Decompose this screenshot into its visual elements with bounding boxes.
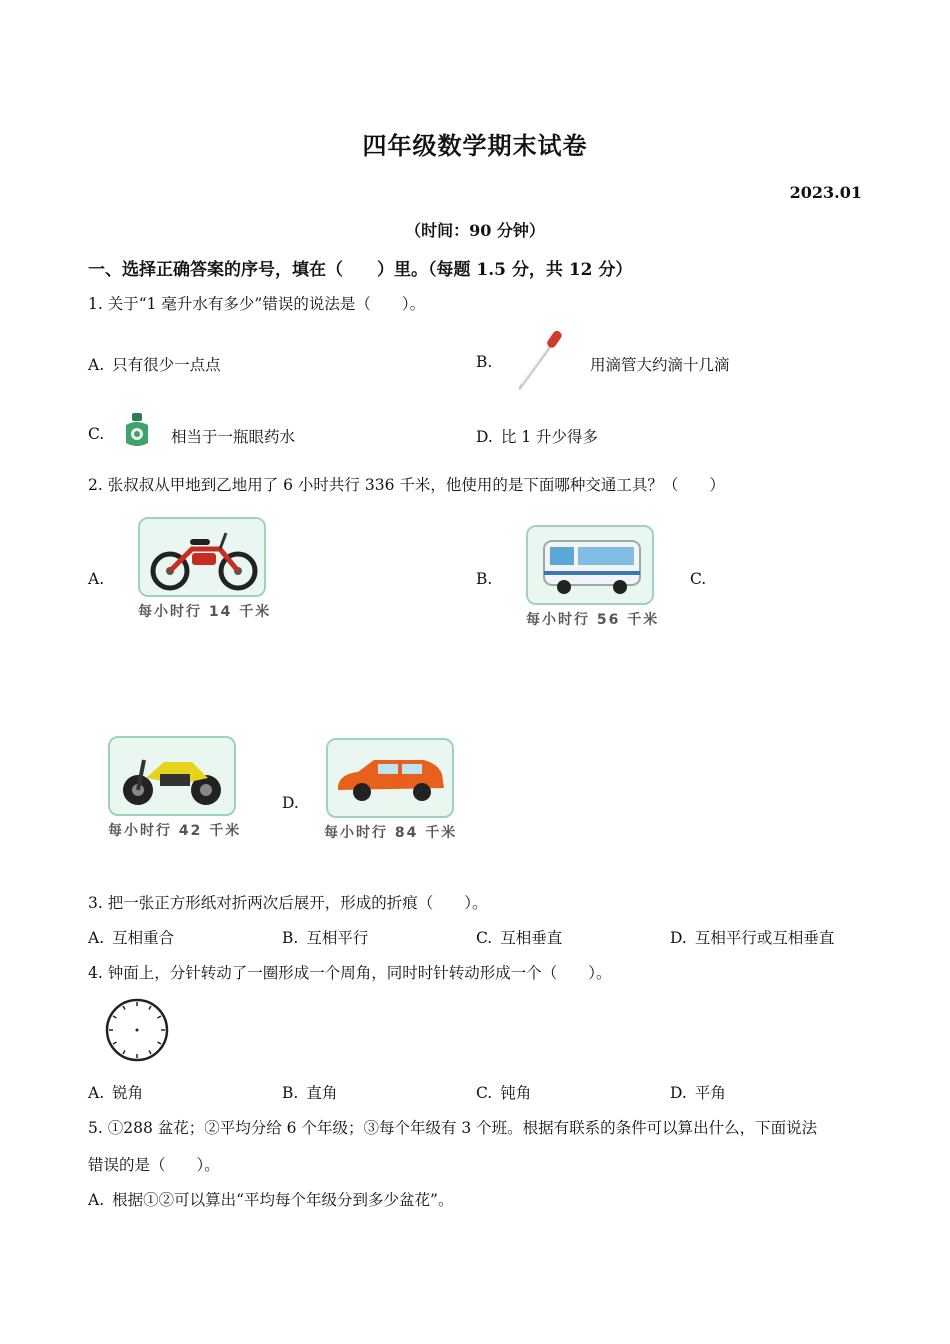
section-title: 一、选择正确答案的序号，填在（ ）里。（每题 1.5 分，共 12 分）: [88, 260, 633, 280]
q1-option-b-letter[interactable]: B.: [476, 353, 493, 371]
q2-option-d-letter[interactable]: D.: [282, 794, 299, 812]
question-2-stem: 2. 张叔叔从甲地到乙地用了 6 小时共行 336 千米，他使用的是下面哪种交通工具？（ ）: [88, 476, 725, 494]
q5-option-a[interactable]: [88, 1188, 453, 1210]
q3-option-b[interactable]: [282, 926, 368, 948]
option-text: 根据①②可以算出“平均每个年级分到多少盆花”。: [112, 1191, 454, 1209]
q1-option-c-text: 相当于一瓶眼药水: [171, 428, 296, 446]
dropper-icon: [512, 326, 572, 392]
option-letter: C.: [476, 1084, 493, 1102]
q1-option-b-text: 用滴管大约滴十几滴: [590, 356, 730, 374]
q1-option-c-letter[interactable]: C.: [88, 425, 105, 443]
q3-option-c[interactable]: [476, 926, 562, 948]
option-text: 互相重合: [112, 929, 175, 947]
option-letter: A.: [88, 929, 105, 947]
q3-option-a[interactable]: [88, 926, 174, 948]
exam-duration: （时间：90 分钟）: [405, 221, 545, 240]
question-4-stem: 4. 钟面上，分针转动了一圈形成一个周角，同时时针转动形成一个（ ）。: [88, 964, 612, 982]
motorcycle-icon: [110, 738, 234, 814]
q1-option-a[interactable]: [88, 353, 221, 375]
q3-option-d[interactable]: [670, 926, 834, 948]
q4-option-c[interactable]: [476, 1081, 531, 1103]
q2-option-d-caption: 每小时行 84 千米: [324, 825, 458, 841]
option-text: 只有很少一点点: [112, 356, 221, 374]
option-letter: D.: [670, 1084, 687, 1102]
option-text: 互相垂直: [500, 929, 563, 947]
option-text: 互相平行: [306, 929, 369, 947]
option-letter: B.: [282, 929, 299, 947]
option-text: 钝角: [500, 1084, 532, 1102]
option-letter: A.: [88, 356, 105, 374]
question-1-stem: 1. 关于“1 毫升水有多少”错误的说法是（ ）。: [88, 295, 426, 313]
option-letter: B.: [282, 1084, 299, 1102]
exam-date: 2023.01: [789, 183, 862, 202]
option-text: 锐角: [112, 1084, 144, 1102]
q1-option-d[interactable]: [476, 425, 598, 447]
q2-option-a-caption: 每小时行 14 千米: [138, 604, 272, 620]
option-letter: A.: [88, 1191, 105, 1209]
car-icon: [328, 740, 452, 816]
question-5-stem-line2: 错误的是（ ）。: [88, 1156, 220, 1174]
bus-icon: [528, 527, 652, 603]
clock-face-icon: [104, 997, 170, 1063]
q4-option-a[interactable]: [88, 1081, 143, 1103]
question-3-stem: 3. 把一张正方形纸对折两次后展开，形成的折痕（ ）。: [88, 894, 488, 912]
q2-option-b-caption: 每小时行 56 千米: [526, 612, 660, 628]
eye-drops-bottle-icon: [122, 411, 152, 449]
question-5-stem-line1: 5. ①288 盆花；②平均分给 6 个年级；③每个年级有 3 个班。根据有联系的条件可以算出什么，下面说法: [88, 1119, 818, 1137]
q2-option-a-letter[interactable]: A.: [88, 570, 105, 588]
car-card: [326, 738, 454, 818]
option-text: 互相平行或互相垂直: [694, 929, 835, 947]
q2-option-b-letter[interactable]: B.: [476, 570, 493, 588]
option-letter: D.: [670, 929, 687, 947]
motorcycle-card: [108, 736, 236, 816]
bus-card: [526, 525, 654, 605]
option-letter: D.: [476, 428, 493, 446]
moped-card: [138, 517, 266, 597]
q2-option-c-letter[interactable]: C.: [690, 570, 707, 588]
q2-option-c-caption: 每小时行 42 千米: [108, 823, 242, 839]
option-text: 平角: [694, 1084, 726, 1102]
moped-icon: [140, 519, 264, 595]
option-text: 直角: [306, 1084, 338, 1102]
page-title: 四年级数学期末试卷: [362, 131, 588, 160]
option-letter: C.: [476, 929, 493, 947]
option-text: 比 1 升少得多: [500, 428, 599, 446]
option-letter: A.: [88, 1084, 105, 1102]
q4-option-b[interactable]: [282, 1081, 337, 1103]
q4-option-d[interactable]: [670, 1081, 726, 1103]
